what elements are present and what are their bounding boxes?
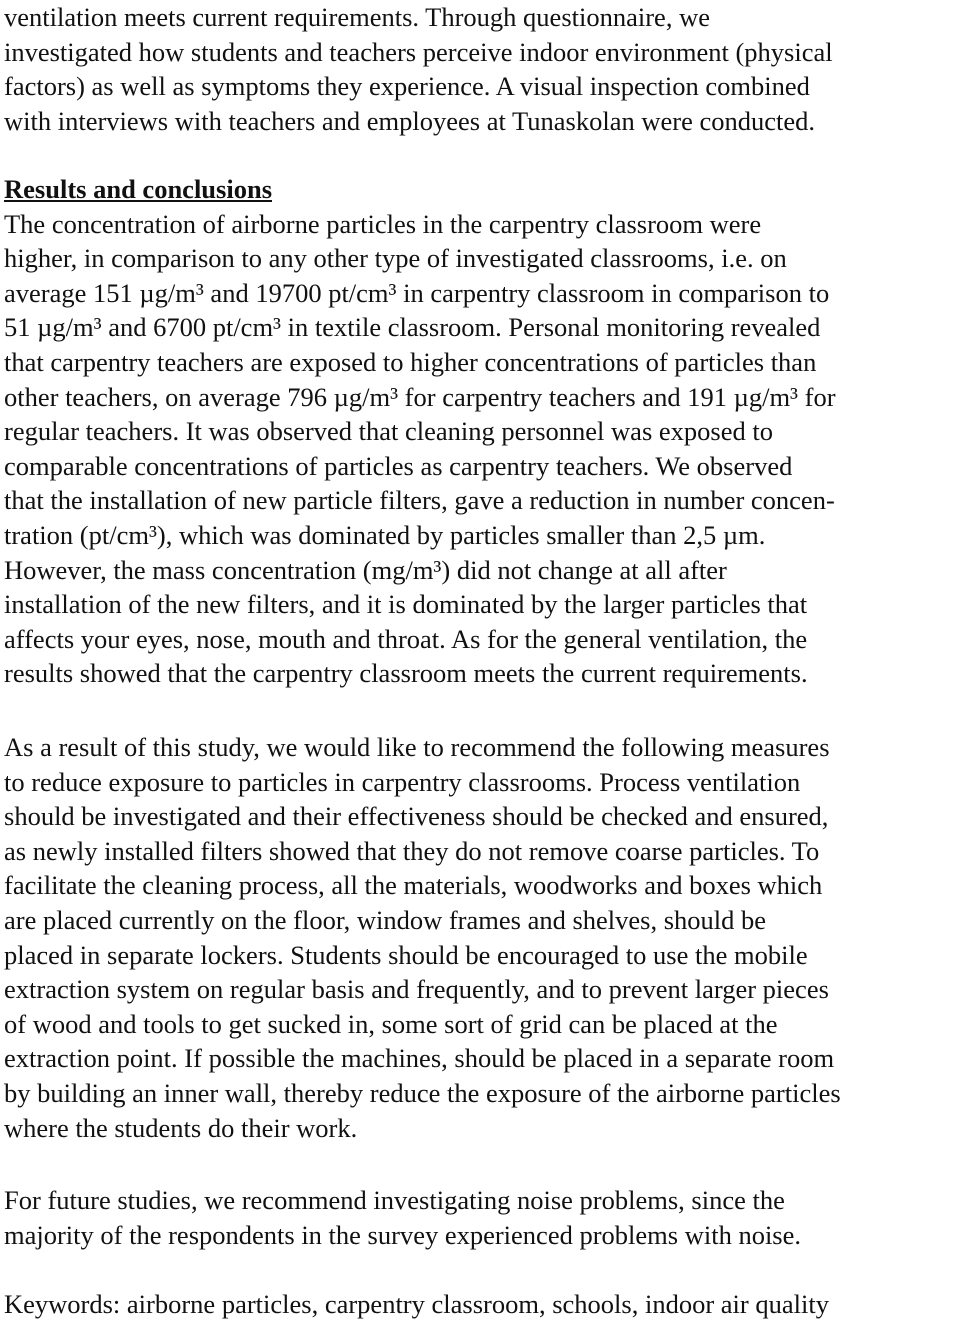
text-line: results showed that the carpentry classroom meets the current requirements. <box>4 658 808 689</box>
text-line: affects your eyes, nose, mouth and throat. As for the general ventilation, the <box>4 623 808 654</box>
text-line: comparable concentrations of particles as carpentry teachers. We observed <box>4 450 793 481</box>
text-line: However, the mass concentration (mg/m³) did not change at all after <box>4 554 727 585</box>
text-line: as newly installed filters showed that they do not remove coarse particles. To <box>4 835 820 866</box>
future-studies-paragraph <box>4 1183 801 1252</box>
text-line: facilitate the cleaning process, all the materials, woodworks and boxes which <box>4 870 823 901</box>
text-line: that the installation of new particle filters, gave a reduction in number concen- <box>4 485 835 516</box>
text-line: installation of the new filters, and it is dominated by the larger particles that <box>4 589 808 620</box>
text-line: ventilation meets current requirements. Through questionnaire, we <box>4 2 710 32</box>
text-line: For future studies, we recommend investigating noise problems, since the <box>4 1185 785 1215</box>
text-line: other teachers, on average 796 µg/m³ for carpentry teachers and 191 µg/m³ for <box>4 381 836 412</box>
text-line: extraction point. If possible the machines, should be placed in a separate room <box>4 1043 835 1074</box>
text-line: regular teachers. It was observed that cleaning personnel was exposed to <box>4 416 773 447</box>
text-line: average 151 µg/m³ and 19700 pt/cm³ in carpentry classroom in comparison to <box>4 277 830 308</box>
text-line: where the students do their work. <box>4 1112 358 1143</box>
text-line: placed in separate lockers. Students should be encouraged to use the mobile <box>4 939 808 970</box>
text-line: are placed currently on the floor, window frames and shelves, should be <box>4 904 767 935</box>
text-line: As a result of this study, we would like to recommend the following measures <box>4 732 830 762</box>
intro-paragraph <box>4 0 833 138</box>
text-line: extraction system on regular basis and frequently, and to prevent larger pieces <box>4 974 829 1005</box>
text-line: majority of the respondents in the survey experienced problems with noise. <box>4 1219 802 1250</box>
text-line: higher, in comparison to any other type of investigated classrooms, i.e. on <box>4 243 787 274</box>
text-line: tration (pt/cm³), which was dominated by particles smaller than 2,5 µm. <box>4 519 766 550</box>
text-line: by building an inner wall, thereby reduce the exposure of the airborne particles <box>4 1077 841 1108</box>
recommendations-paragraph <box>4 730 841 1145</box>
text-line: 51 µg/m³ and 6700 pt/cm³ in textile classroom. Personal monitoring revealed <box>4 312 821 343</box>
keywords-text: Keywords: airborne particles, carpentry classroom, schools, indoor air quality <box>4 1289 829 1319</box>
results-section <box>4 172 836 691</box>
text-line: factors) as well as symptoms they experience. A visual inspection combined <box>4 71 810 102</box>
text-line: to reduce exposure to particles in carpentry classrooms. Process ventilation <box>4 766 801 797</box>
text-line: that carpentry teachers are exposed to higher concentrations of particles than <box>4 346 817 377</box>
keywords-line <box>4 1287 829 1322</box>
text-line: The concentration of airborne particles in the carpentry classroom were <box>4 208 762 239</box>
text-line: of wood and tools to get sucked in, some sort of grid can be placed at the <box>4 1008 778 1039</box>
text-line: with interviews with teachers and employees at Tunaskolan were conducted. <box>4 105 815 136</box>
text-line: should be investigated and their effectiveness should be checked and ensured, <box>4 801 829 832</box>
text-line: investigated how students and teachers perceive indoor environment (physical <box>4 36 833 67</box>
section-heading: Results and conclusions <box>4 174 273 204</box>
